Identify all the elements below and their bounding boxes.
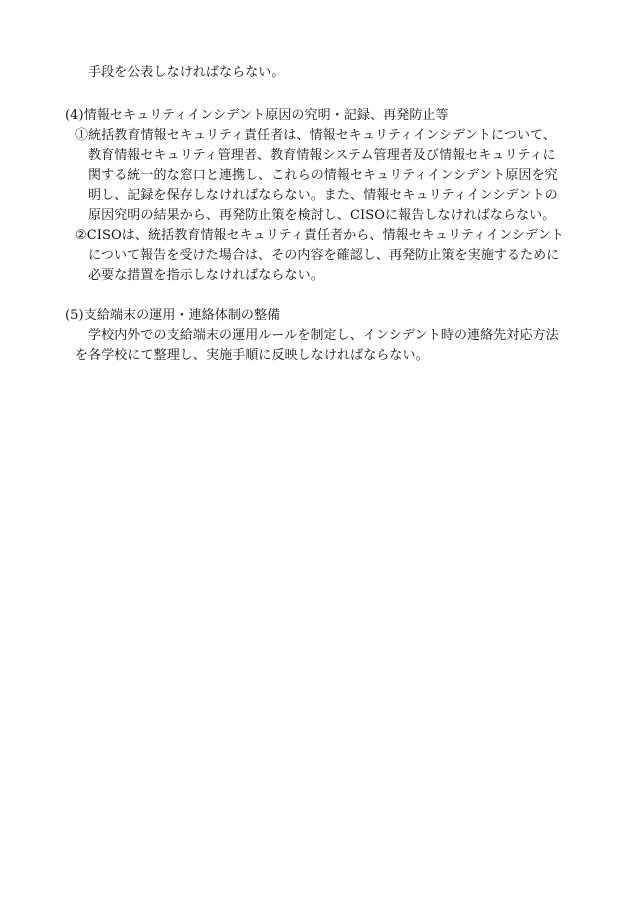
section-4-item-2-line-2: について報告を受けた場合は、その内容を確認し、再発防止策を実施するために <box>88 248 560 263</box>
section-4-heading: (4)情報セキュリティインシデント原因の究明・記録、再発防止等 <box>65 108 449 123</box>
continuation-text: 手段を公表しなければならない。 <box>88 65 285 80</box>
section-4-item-1-line-2: 教育情報セキュリティ管理者、教育情報システム管理者及び情報セキュリティに <box>88 148 556 163</box>
section-4-item-1-line-1: ①統括教育情報セキュリティ責任者は、情報セキュリティインシデントについて、 <box>75 128 556 143</box>
section-4-item-2-line-3: 必要な措置を指示しなければならない。 <box>88 268 324 283</box>
section-5-body-line-1: 学校内外での支給端末の運用ルールを制定し、インシデント時の連絡先対応方法 <box>88 328 559 343</box>
section-4-item-2-line-1: ②CISOは、統括教育情報セキュリティ責任者から、情報セキュリティインシデント <box>75 228 565 243</box>
section-5-body-line-2: を各学校にて整理し、実施手順に反映しなければならない。 <box>75 348 429 363</box>
section-4-item-1-line-3: 関する統一的な窓口と連携し、これらの情報セキュリティインシデント原因を究 <box>88 168 558 183</box>
section-4-item-1-line-4: 明し、記録を保存しなければならない。また、情報セキュリティインシデントの <box>88 188 558 203</box>
section-5-heading: (5)支給端末の運用・連絡体制の整備 <box>65 308 281 323</box>
section-4-item-1-line-5: 原因究明の結果から、再発防止策を検討し、CISOに報告しなければならない。 <box>88 208 556 223</box>
